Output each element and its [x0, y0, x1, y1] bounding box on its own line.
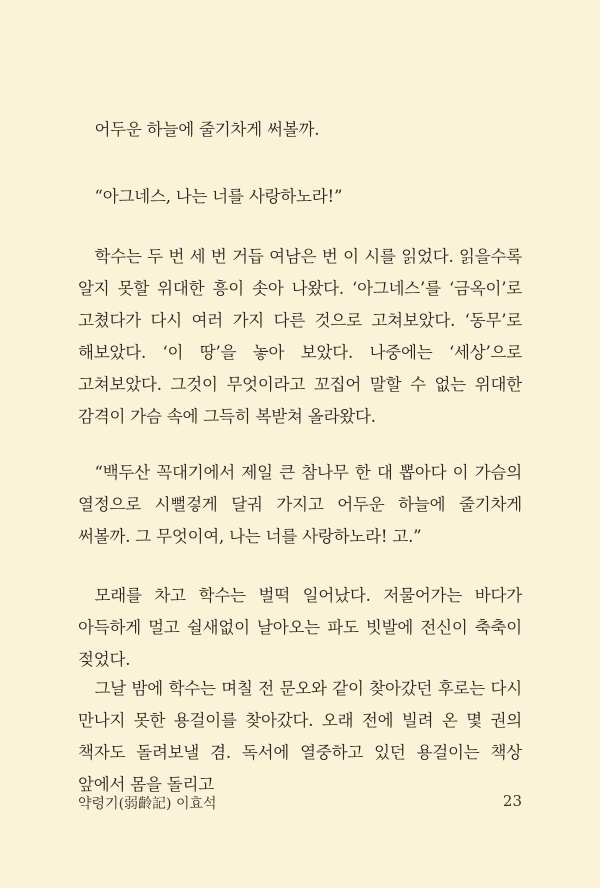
paragraph-6: 그날 밤에 학수는 며칠 전 문오와 같이 찾아갔던 후로는 다시 만나지 못한 용걸이를 찾아갔다. 오래 전에 빌려 온 몇 권의 책자도 돌려보낼 겸. 독서에 열중하고 있던 용걸이는 책상 앞에서 몸을 돌리고 — [78, 679, 522, 794]
paragraph-3: 학수는 두 번 세 번 거듭 여남은 번 이 시를 읽었다. 읽을수록 알지 못할 위대한 흥이 솟아 나왔다. ‘아그네스’를 ‘금옥이’로 고쳤다가 다시 여러 가지 다른 것으로 고쳐보았다. ‘동무’로 해보았다. ‘이 땅’을 놓아 보았다. 나중에는 ‘세상’으로 고쳐보았다. 그것이 무엇이라고 꼬집어 말할 수 없는 위대한 감격이 가슴 속에 그득히 복받쳐 올라왔다. — [78, 247, 522, 426]
paragraph-5: 모래를 차고 학수는 벌떡 일어났다. 저물어가는 바다가 아득하게 멀고 쉴새없이 날아오는 파도 빗발에 전신이 축축이 젖었다. — [78, 586, 522, 669]
paragraph-4-quote: “백두산 꼭대기에서 제일 큰 참나무 한 대 뽑아다 이 가슴의 열정으로 시뻘겋게 달궈 가지고 어두운 하늘에 줄기차게 써볼까. 그 무엇이여, 나는 너를 사랑하노라! 고.” — [78, 463, 522, 546]
paragraph-1: 어두운 하늘에 줄기차게 써볼까. — [94, 120, 320, 139]
running-footer-title: 약령기(弱齡記) 이효석 — [78, 796, 217, 812]
paragraph-2-quote: “아그네스, 나는 너를 사랑하노라!” — [94, 187, 343, 206]
page-number: 23 — [502, 792, 522, 810]
